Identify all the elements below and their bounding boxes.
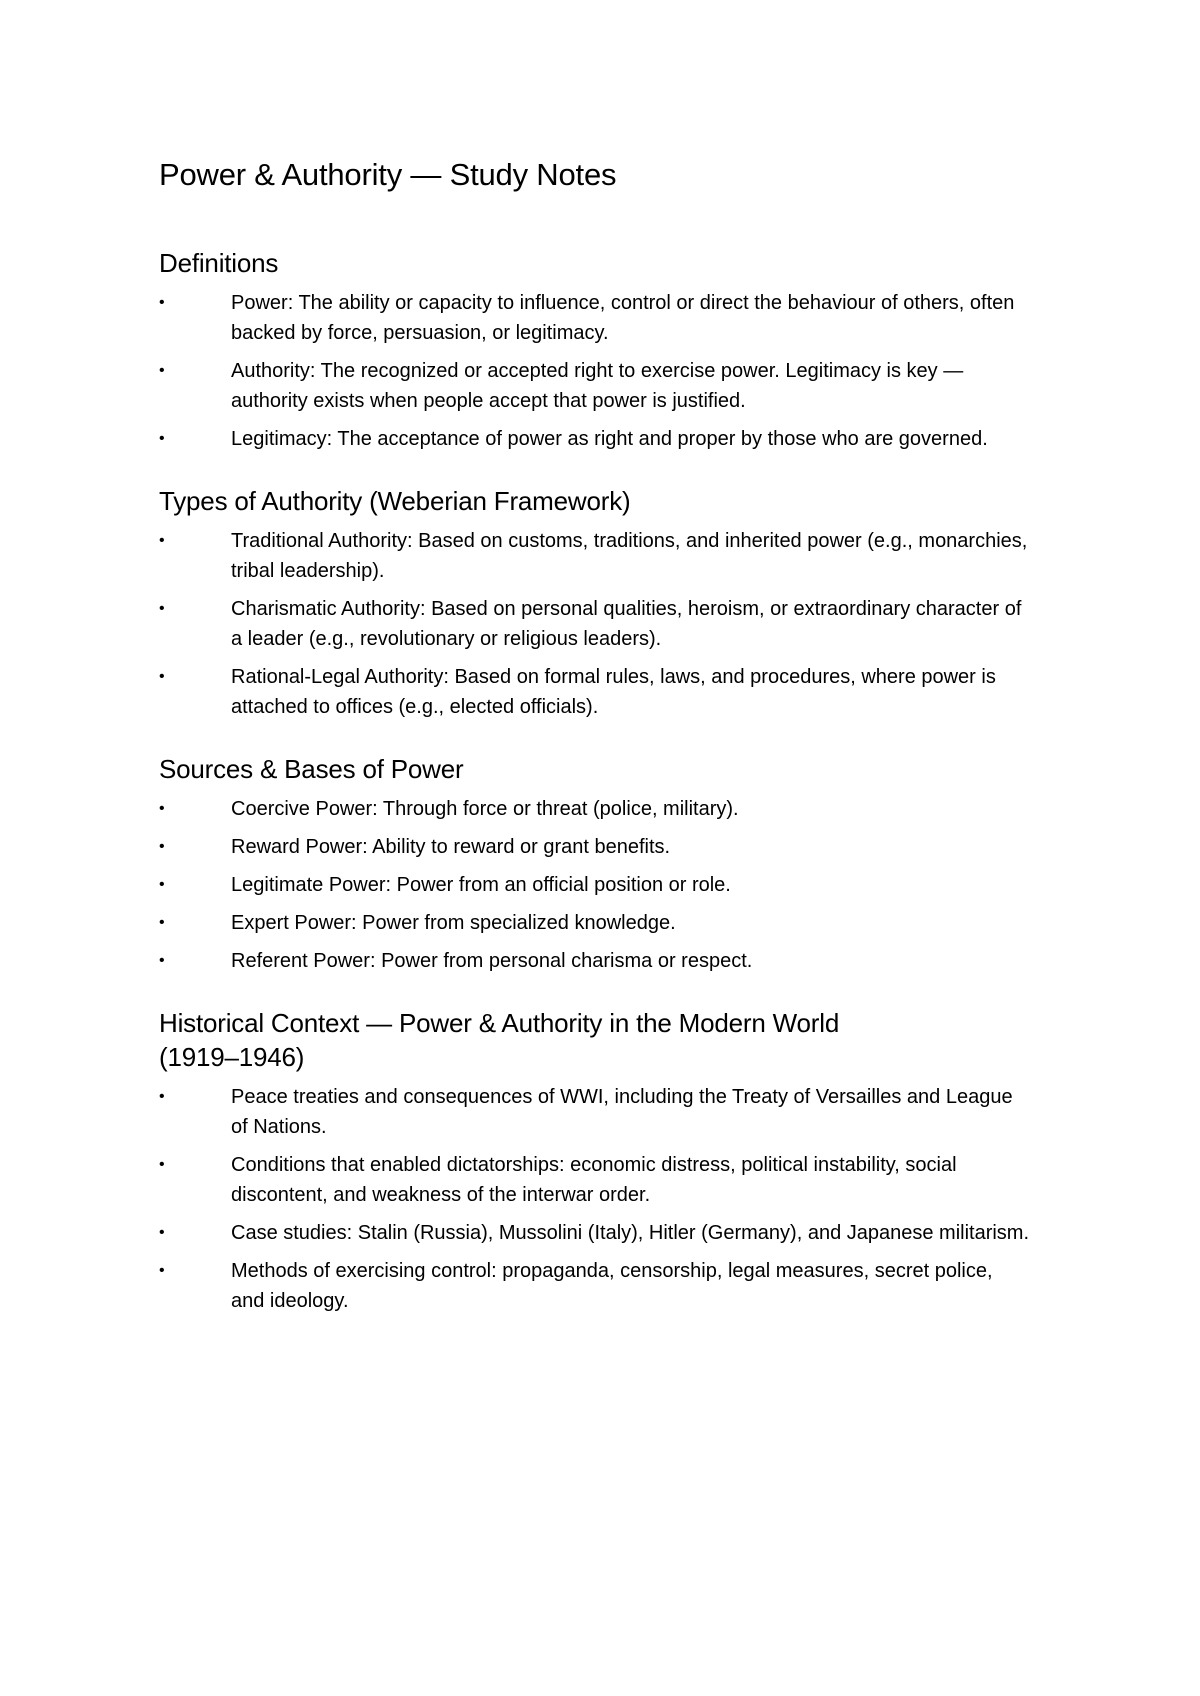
list-item xyxy=(159,908,1031,938)
list-item-text: Coercive Power: Through force or threat (police, military). xyxy=(231,798,739,820)
bullet-icon: • xyxy=(159,668,165,685)
bullet-icon: • xyxy=(159,1262,165,1279)
list-item-text: Charismatic Authority: Based on personal qualities, heroism, or extraordinary character of a leader (e.g., revolutionary or religious leaders). xyxy=(231,598,1022,650)
bullet-icon: • xyxy=(159,914,165,931)
list-item xyxy=(159,1218,1031,1248)
section-historical-context xyxy=(159,1006,1059,1316)
list-item-text: Legitimacy: The acceptance of power as right and proper by those who are governed. xyxy=(231,428,988,450)
bullet-icon: • xyxy=(159,800,165,817)
list-item xyxy=(159,1256,1031,1316)
bullet-icon: • xyxy=(159,430,165,447)
bullet-icon: • xyxy=(159,1224,165,1241)
bullet-icon: • xyxy=(159,532,165,549)
bullet-icon: • xyxy=(159,952,165,969)
bullet-list xyxy=(159,526,1059,722)
bullet-icon: • xyxy=(159,1088,165,1105)
list-item xyxy=(159,594,1031,654)
list-item xyxy=(159,526,1031,586)
list-item-text: Power: The ability or capacity to influence, control or direct the behaviour of others, often backed by force, persuasion, or legitimacy. xyxy=(231,292,1015,344)
page-title: Power & Authority — Study Notes xyxy=(159,157,617,192)
list-item xyxy=(159,288,1031,348)
list-item-text: Rational-Legal Authority: Based on formal rules, laws, and procedures, where power is attached to offices (e.g., elected officials). xyxy=(231,666,996,718)
section-definitions xyxy=(159,246,1059,454)
bullet-icon: • xyxy=(159,838,165,855)
list-item xyxy=(159,946,1031,976)
bullet-icon: • xyxy=(159,1156,165,1173)
list-item-text: Peace treaties and consequences of WWI, including the Treaty of Versailles and League of Nations. xyxy=(231,1086,1013,1138)
bullet-list xyxy=(159,288,1059,454)
list-item-text: Authority: The recognized or accepted right to exercise power. Legitimacy is key — authority exists when people accept that power is justified. xyxy=(231,360,964,412)
list-item xyxy=(159,662,1031,722)
section-heading: Types of Authority (Weberian Framework) xyxy=(159,486,631,516)
list-item xyxy=(159,1082,1031,1142)
document-content xyxy=(159,156,1059,1324)
list-item-text: Expert Power: Power from specialized knowledge. xyxy=(231,912,676,934)
list-item xyxy=(159,794,1031,824)
section-heading: Definitions xyxy=(159,248,279,278)
list-item xyxy=(159,424,1031,454)
list-item-text: Methods of exercising control: propaganda, censorship, legal measures, secret police, and ideology. xyxy=(231,1260,993,1312)
list-item-text: Conditions that enabled dictatorships: economic distress, political instability, social discontent, and weakness of the interwar order. xyxy=(231,1154,957,1206)
section-sources-of-power xyxy=(159,752,1059,976)
list-item-text: Reward Power: Ability to reward or grant benefits. xyxy=(231,836,671,858)
list-item xyxy=(159,356,1031,416)
list-item xyxy=(159,870,1031,900)
bullet-icon: • xyxy=(159,294,165,311)
section-heading: Historical Context — Power & Authority in the Modern World (1919–1946) xyxy=(159,1008,840,1072)
bullet-list xyxy=(159,794,1059,976)
list-item-text: Case studies: Stalin (Russia), Mussolini (Italy), Hitler (Germany), and Japanese militarism. xyxy=(231,1222,1030,1244)
section-heading: Sources & Bases of Power xyxy=(159,754,464,784)
bullet-icon: • xyxy=(159,876,165,893)
list-item xyxy=(159,832,1031,862)
list-item-text: Legitimate Power: Power from an official position or role. xyxy=(231,874,731,896)
bullet-icon: • xyxy=(159,600,165,617)
bullet-icon: • xyxy=(159,362,165,379)
bullet-list xyxy=(159,1082,1059,1316)
list-item-text: Traditional Authority: Based on customs, traditions, and inherited power (e.g., monarchies, tribal leadership). xyxy=(231,530,1028,582)
list-item-text: Referent Power: Power from personal charisma or respect. xyxy=(231,950,753,972)
section-types-of-authority xyxy=(159,484,1059,722)
list-item xyxy=(159,1150,1031,1210)
